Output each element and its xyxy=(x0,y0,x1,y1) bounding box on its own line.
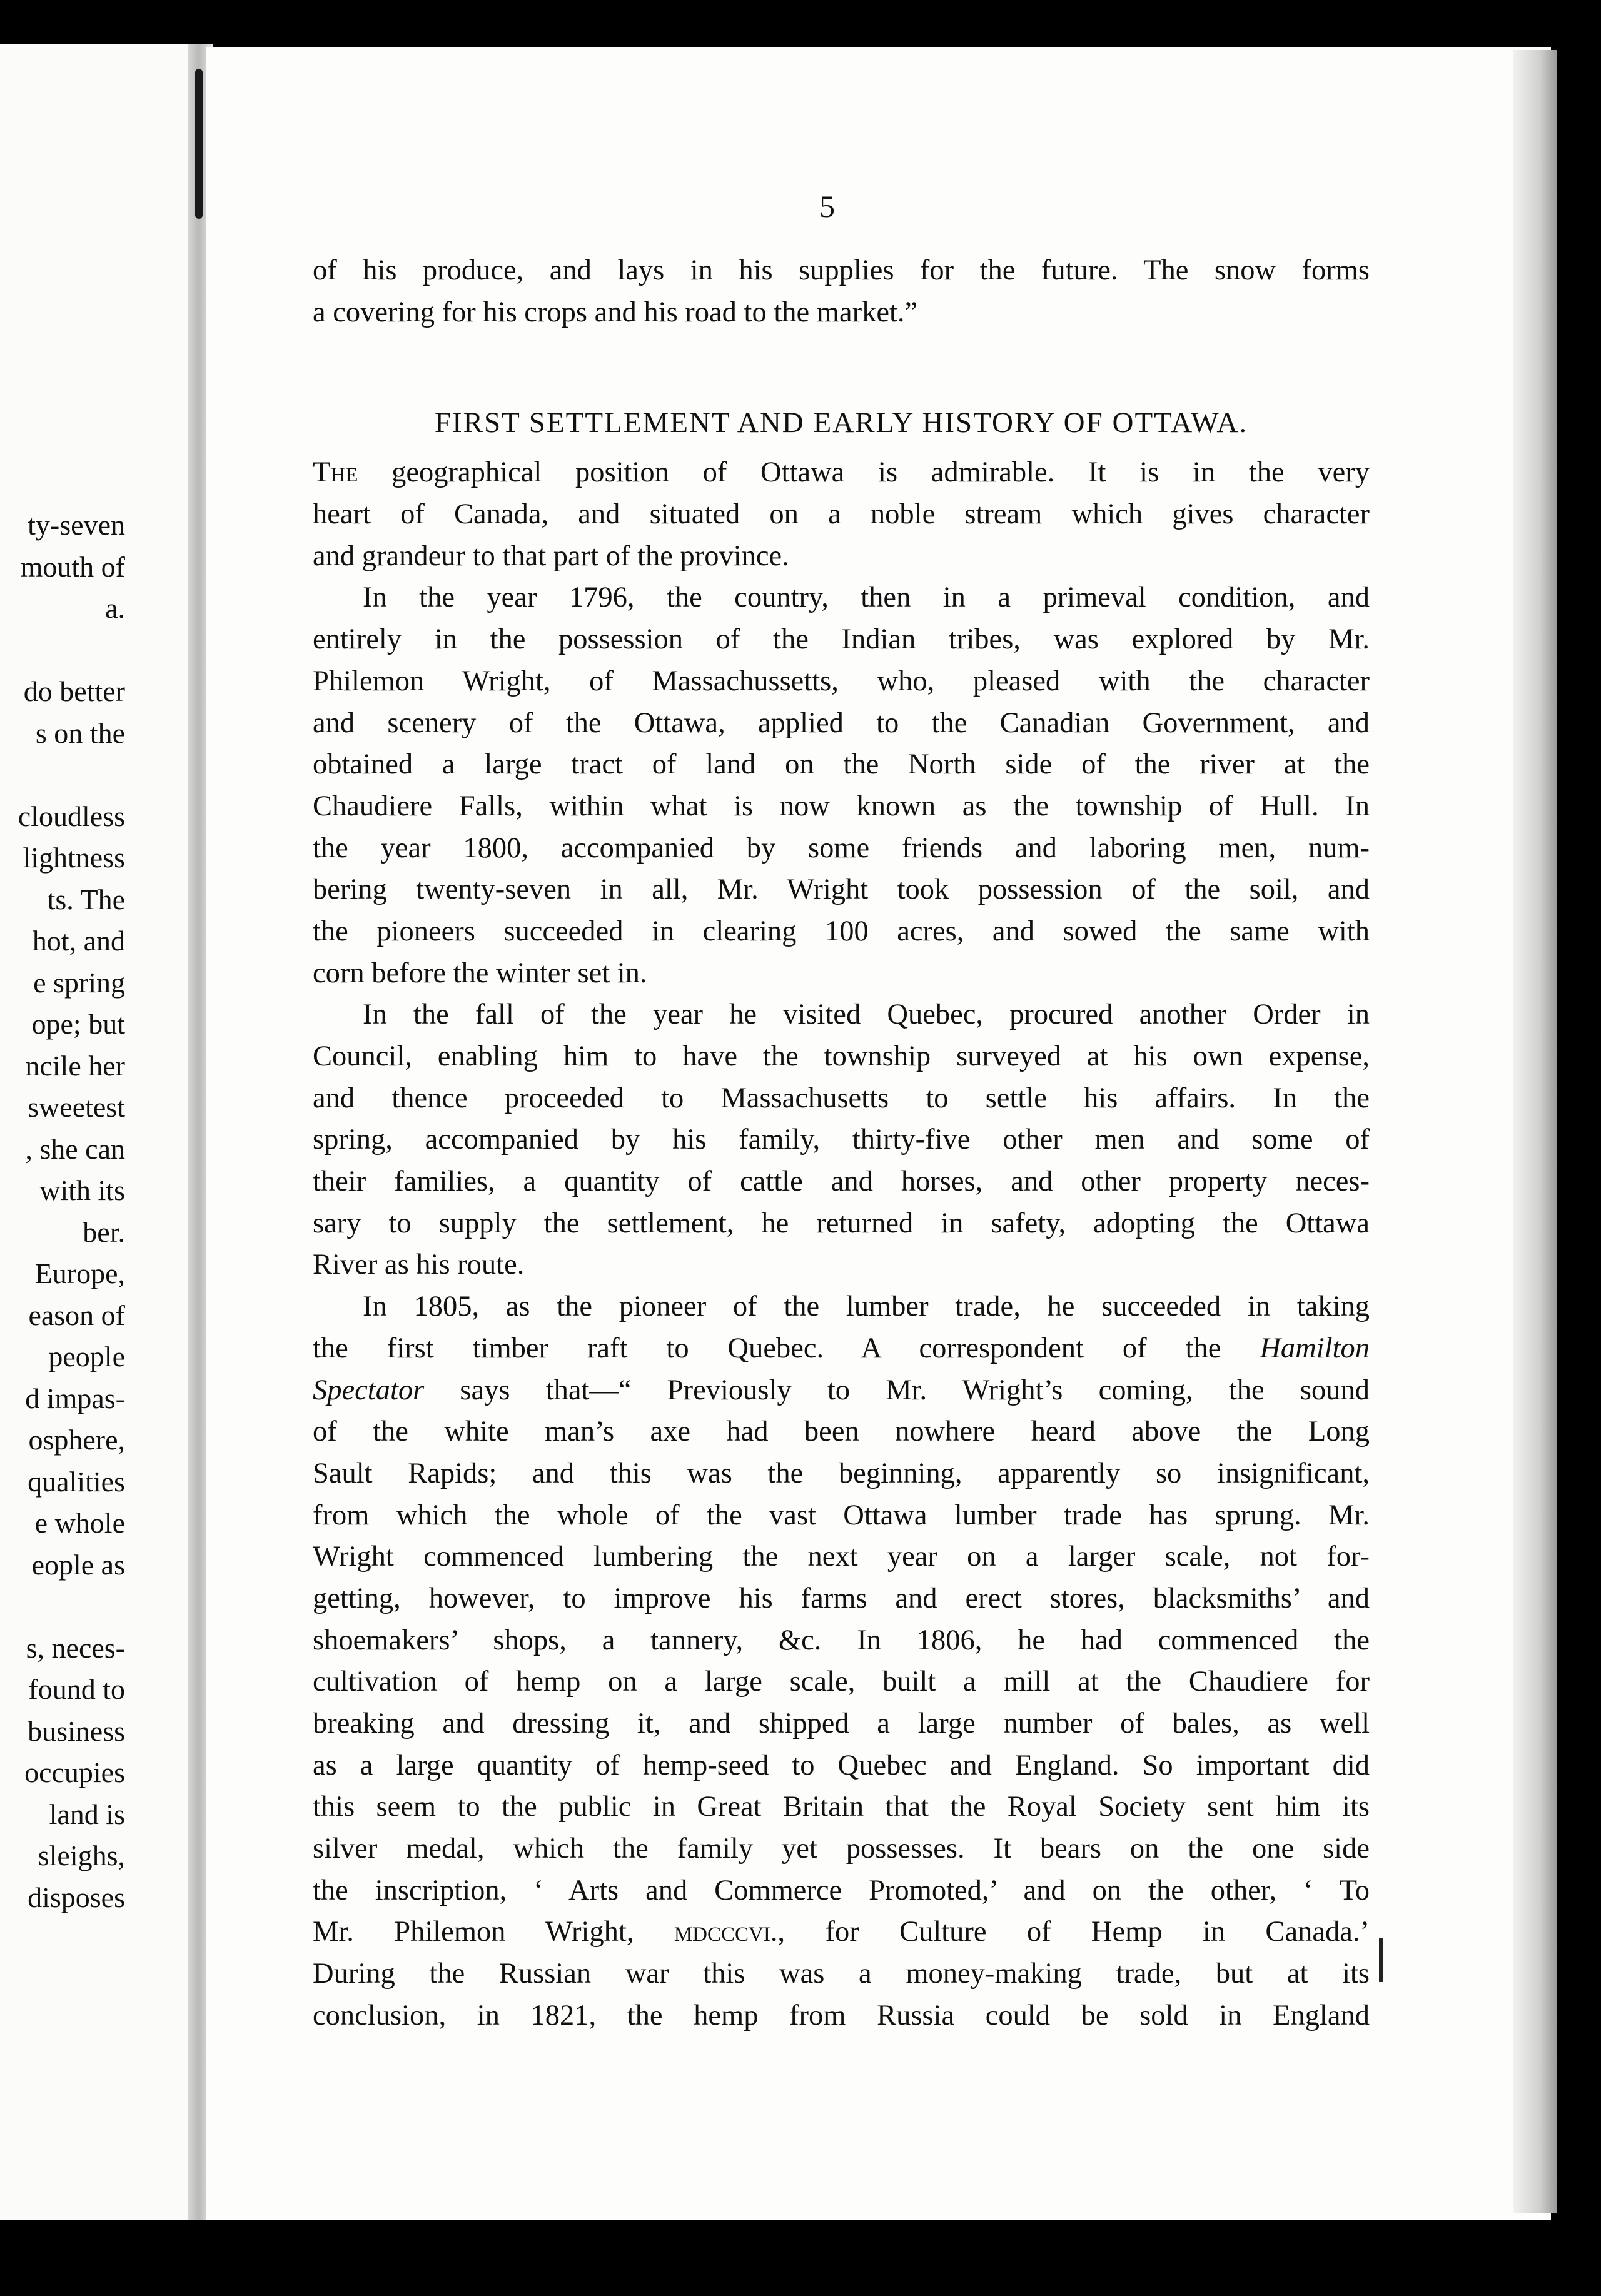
left-page-text-fragment: sleighs, xyxy=(38,1840,125,1871)
paragraph-lead: The xyxy=(313,456,358,489)
intro-line: a covering for his crops and his road to the market.” xyxy=(313,296,918,328)
paragraph-line: getting, however, to improve his farms and erect stores, blacksmiths’ and xyxy=(313,1582,1370,1614)
paragraph-line: The geographical position of Ottawa is admirable. It is in the very xyxy=(313,456,1370,489)
paragraph-line: the first timber raft to Quebec. A correspondent of the Hamilton xyxy=(313,1332,1370,1364)
left-page-text-fragment: sweetest xyxy=(28,1091,125,1123)
left-page-text-fragment: d impas- xyxy=(25,1382,125,1414)
paragraph-line: During the Russian war this was a money-making trade, but at its xyxy=(313,1958,1370,1990)
left-page-text-fragment: Europe, xyxy=(34,1257,125,1289)
left-page-text-fragment: business xyxy=(28,1714,125,1747)
left-page-text-fragment: disposes xyxy=(28,1881,125,1913)
paragraph-line: In the fall of the year he visited Quebec, procured another Order in xyxy=(363,999,1370,1031)
paragraph-line: the year 1800, accompanied by some friends and laboring men, num- xyxy=(313,832,1370,864)
left-page-text-fragment: found to xyxy=(28,1673,125,1705)
paragraph-line: spring, accompanied by his family, thirty-five other men and some of xyxy=(313,1124,1370,1156)
left-page-text-fragment: eason of xyxy=(28,1299,125,1331)
paragraph-line: sary to supply the settlement, he returned in safety, adopting the Ottawa xyxy=(313,1207,1370,1239)
paragraph-line: cultivation of hemp on a large scale, built a mill at the Chaudiere for xyxy=(313,1666,1370,1698)
left-page-text-fragment: occupies xyxy=(24,1756,125,1788)
left-page-text-fragment: ber. xyxy=(83,1216,125,1248)
paragraph-line: and grandeur to that part of the province. xyxy=(313,540,789,572)
paragraph-line: corn before the winter set in. xyxy=(313,957,647,989)
left-page-text-fragment: do better xyxy=(23,675,125,707)
left-page-text-fragment: people xyxy=(48,1341,125,1372)
left-page-text-fragment: a. xyxy=(105,592,125,624)
left-page-text-fragment: s on the xyxy=(35,717,125,749)
paragraph-line: the inscription, ‘ Arts and Commerce Promoted,’ and on the other, ‘ To xyxy=(313,1874,1370,1906)
left-page-text-fragment: eople as xyxy=(31,1548,125,1581)
paragraph-line: Sault Rapids; and this was the beginning, apparently so insignificant, xyxy=(313,1457,1370,1489)
page-number: 5 xyxy=(819,189,835,224)
page-edge xyxy=(1513,50,1557,2213)
paragraph-line: of the white man’s axe had been nowhere heard above the Long xyxy=(313,1416,1370,1448)
paragraph-line: this seem to the public in Great Britain that the Royal Society sent him its xyxy=(313,1791,1370,1823)
newspaper-title: Hamilton xyxy=(1260,1332,1370,1364)
paragraph-line: River as his route. xyxy=(313,1249,525,1281)
paragraph-line: Philemon Wright, of Massachussetts, who, pleased with the character xyxy=(313,665,1370,697)
left-page-text-fragment: osphere, xyxy=(28,1424,125,1456)
left-page-text-fragment: qualities xyxy=(28,1465,125,1498)
left-page-text-fragment: s, neces- xyxy=(26,1631,125,1664)
section-heading: FIRST SETTLEMENT AND EARLY HISTORY OF OTTAWA. xyxy=(434,406,1248,440)
paragraph-line: heart of Canada, and situated on a noble stream which gives character xyxy=(313,498,1370,531)
paragraph-line: Mr. Philemon Wright, mdcccvi., for Culture of Hemp in Canada.’ xyxy=(313,1916,1370,1948)
roman-numeral-date: mdcccvi. xyxy=(674,1916,778,1948)
paragraph-line: bering twenty-seven in all, Mr. Wright took possession of the soil, and xyxy=(313,874,1370,906)
margin-proof-mark xyxy=(1379,1938,1383,1982)
paragraph-line: breaking and dressing it, and shipped a large number of bales, as well xyxy=(313,1708,1370,1740)
paragraph-line: silver medal, which the family yet possesses. It bears on the one side xyxy=(313,1833,1370,1865)
left-page-text-fragment: land is xyxy=(49,1798,125,1830)
newspaper-title: Spectator xyxy=(313,1374,425,1406)
paragraph-line: from which the whole of the vast Ottawa lumber trade has sprung. Mr. xyxy=(313,1499,1370,1531)
left-page-text-fragment: cloudless xyxy=(18,800,125,832)
paragraph-line: In 1805, as the pioneer of the lumber trade, he succeeded in taking xyxy=(363,1291,1370,1323)
paragraph-line: Spectator says that—“ Previously to Mr. Wright’s coming, the sound xyxy=(313,1374,1370,1406)
paragraph-line: Wright commenced lumbering the next year on a larger scale, not for- xyxy=(313,1541,1370,1573)
left-page-text-fragment: e whole xyxy=(34,1507,125,1539)
left-page-text-fragment: mouth of xyxy=(20,550,125,583)
paragraph-line: Chaudiere Falls, within what is now known as the township of Hull. In xyxy=(313,790,1370,822)
page-text xyxy=(313,250,1370,2037)
left-page-text-fragment: ty-seven xyxy=(28,509,125,541)
intro-line: of his produce, and lays in his supplies for the future. The snow forms xyxy=(313,254,1370,286)
left-page-text-fragment: ts. The xyxy=(47,883,125,915)
left-page-text-fragment: e spring xyxy=(33,966,125,999)
paragraph-line: and scenery of the Ottawa, applied to the Canadian Government, and xyxy=(313,707,1370,739)
left-page-text-fragment: with its xyxy=(39,1174,125,1206)
left-page-text-fragment: hot, and xyxy=(32,925,125,957)
paragraph-line: the pioneers succeeded in clearing 100 acres, and sowed the same with xyxy=(313,915,1370,947)
left-page-text-fragment: lightness xyxy=(23,842,125,874)
left-page-fragment xyxy=(0,44,197,2220)
binding-mark xyxy=(195,69,203,219)
left-page-text-fragment: ope; but xyxy=(31,1008,125,1040)
paragraph-line: as a large quantity of hemp-seed to Quebec and England. So important did xyxy=(313,1749,1370,1781)
paragraph-line: their families, a quantity of cattle and horses, and other property neces- xyxy=(313,1166,1370,1198)
left-page-text-fragment: , she can xyxy=(25,1132,125,1165)
paragraph-line: Council, enabling him to have the township surveyed at his own expense, xyxy=(313,1040,1370,1072)
left-page-text-fragment: ncile her xyxy=(25,1049,125,1082)
paragraph-line: entirely in the possession of the Indian tribes, was explored by Mr. xyxy=(313,623,1370,656)
paragraph-line: In the year 1796, the country, then in a primeval condition, and xyxy=(363,582,1370,614)
paragraph-line: obtained a large tract of land on the North side of the river at the xyxy=(313,748,1370,781)
paragraph-line: conclusion, in 1821, the hemp from Russia could be sold in England xyxy=(313,1999,1370,2032)
paragraph-line: shoemakers’ shops, a tannery, &c. In 1806, he had commenced the xyxy=(313,1624,1370,1656)
paragraph-line: and thence proceeded to Massachusetts to settle his affairs. In the xyxy=(313,1082,1370,1114)
